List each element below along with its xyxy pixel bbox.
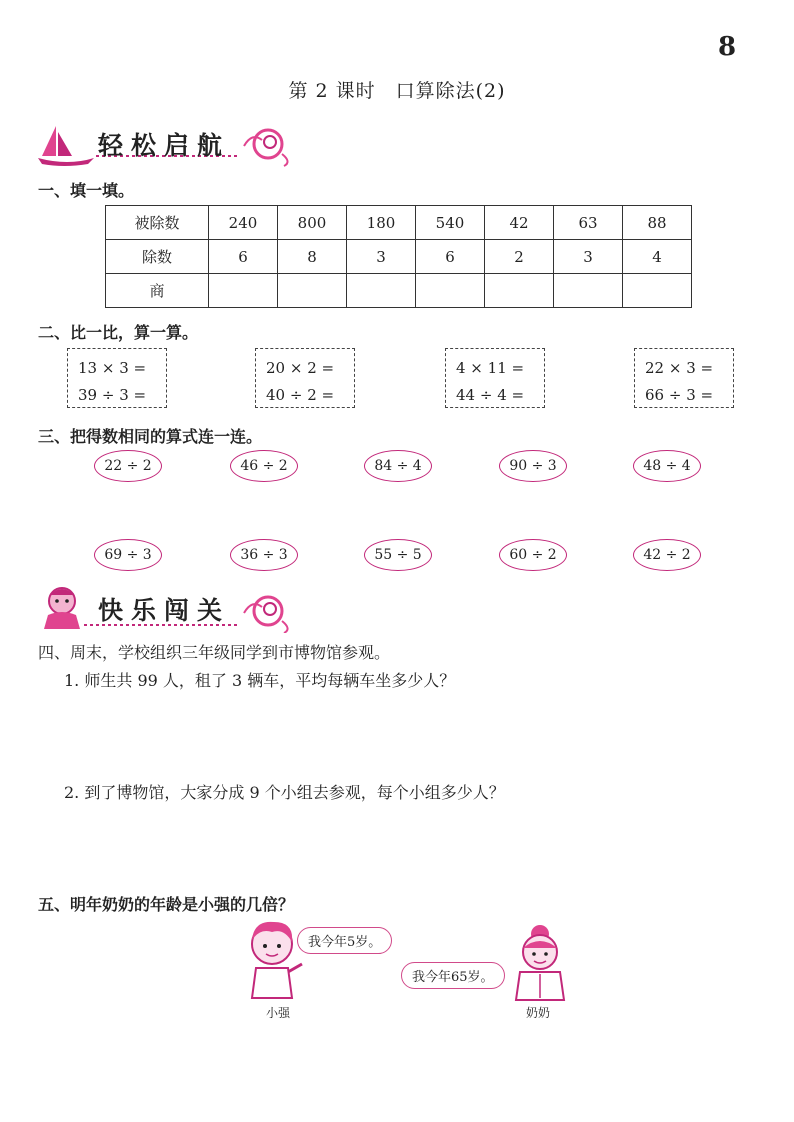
swirl-ornament-icon [244, 130, 288, 166]
table-row-divisor [106, 240, 692, 274]
boy-speech-bubble: 我今年5岁。 [297, 927, 392, 954]
table-cell: 540 [416, 206, 485, 240]
match-oval-bottom[interactable]: 42 ÷ 2 [633, 539, 701, 571]
answer-cell[interactable] [416, 274, 485, 308]
table-cell: 6 [209, 240, 278, 274]
match-oval-bottom[interactable]: 55 ÷ 5 [364, 539, 432, 571]
row-label: 被除数 [106, 206, 209, 240]
table-cell: 4 [623, 240, 692, 274]
expression: 4 × 11 = [456, 359, 525, 377]
page-number: 8 [718, 32, 737, 62]
expression: 44 ÷ 4 = [456, 386, 525, 404]
table-row-dividend [106, 206, 692, 240]
table-cell: 180 [347, 206, 416, 240]
banner-title: 轻松启航 [98, 131, 231, 160]
row-label: 除数 [106, 240, 209, 274]
table-cell: 63 [554, 206, 623, 240]
answer-cell[interactable] [623, 274, 692, 308]
table-cell: 240 [209, 206, 278, 240]
match-oval-top[interactable]: 48 ÷ 4 [633, 450, 701, 482]
q4-item-1: 1. 师生共 99 人，租了 3 辆车，平均每辆车坐多少人？ [64, 671, 456, 690]
q4-heading: 四、周末，学校组织三年级同学到市博物馆参观。 [38, 643, 391, 662]
expression: 20 × 2 = [266, 359, 335, 377]
swirl-ornament-icon [244, 597, 288, 633]
table-cell: 3 [554, 240, 623, 274]
table-row-quotient [106, 274, 692, 308]
banner-section-b [38, 583, 298, 633]
table-cell: 8 [278, 240, 347, 274]
answer-cell[interactable] [347, 274, 416, 308]
q4-item-2: 2. 到了博物馆，大家分成 9 个小组去参观，每个小组多少人？ [64, 783, 505, 802]
fill-table [105, 205, 692, 308]
boy-name-label: 小强 [266, 1006, 291, 1020]
answer-cell[interactable] [485, 274, 554, 308]
banner-section-a [38, 118, 298, 168]
match-oval-bottom[interactable]: 69 ÷ 3 [94, 539, 162, 571]
match-oval-top[interactable]: 46 ÷ 2 [230, 450, 298, 482]
grandma-speech-bubble: 我今年65岁。 [401, 962, 505, 989]
banner-title: 快乐闯关 [98, 596, 231, 625]
compare-box [634, 348, 734, 408]
table-cell: 6 [416, 240, 485, 274]
expression: 13 × 3 = [78, 359, 147, 377]
table-cell: 42 [485, 206, 554, 240]
answer-cell[interactable] [209, 274, 278, 308]
match-oval-bottom[interactable]: 36 ÷ 3 [230, 539, 298, 571]
table-cell: 88 [623, 206, 692, 240]
compare-box [255, 348, 355, 408]
grandma-illustration-icon [508, 920, 570, 1002]
compare-box [67, 348, 167, 408]
q1-heading: 一、填一填。 [38, 181, 135, 200]
row-label: 商 [106, 274, 209, 308]
match-oval-top[interactable]: 22 ÷ 2 [94, 450, 162, 482]
q5-heading: 五、明年奶奶的年龄是小强的几倍？ [38, 895, 295, 914]
expression: 66 ÷ 3 = [645, 386, 714, 404]
match-oval-bottom[interactable]: 60 ÷ 2 [499, 539, 567, 571]
boy-illustration-icon [244, 918, 304, 1000]
table-cell: 2 [485, 240, 554, 274]
table-cell: 3 [347, 240, 416, 274]
answer-cell[interactable] [554, 274, 623, 308]
match-oval-top[interactable]: 90 ÷ 3 [499, 450, 567, 482]
expression: 39 ÷ 3 = [78, 386, 147, 404]
compare-box [445, 348, 545, 408]
match-oval-top[interactable]: 84 ÷ 4 [364, 450, 432, 482]
table-cell: 800 [278, 206, 347, 240]
grandma-name-label: 奶奶 [526, 1006, 551, 1020]
answer-cell[interactable] [278, 274, 347, 308]
expression: 40 ÷ 2 = [266, 386, 335, 404]
q2-heading: 二、比一比，算一算。 [38, 323, 199, 342]
lesson-title: 第 2 课时 口算除法(2) [288, 80, 506, 102]
q3-heading: 三、把得数相同的算式连一连。 [38, 427, 263, 446]
expression: 22 × 3 = [645, 359, 714, 377]
